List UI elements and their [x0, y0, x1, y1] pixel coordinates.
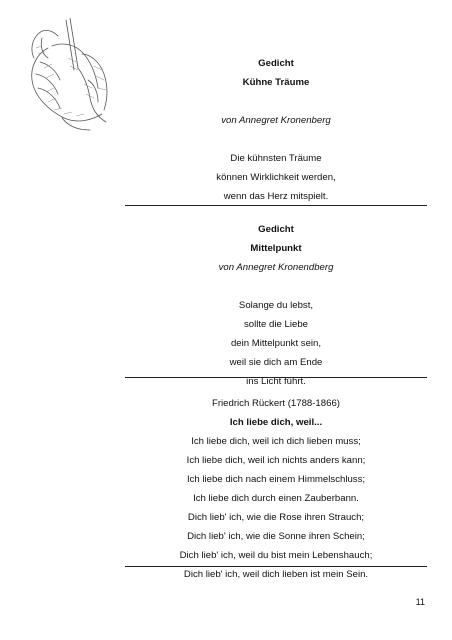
poem-line: Dich lieb' ich, wie die Rose ihren Strauch; [187, 512, 365, 523]
poem-kuehne-traeume [125, 54, 427, 206]
section-divider [125, 566, 427, 567]
poem-author: Friedrich Rückert (1788-1866) [212, 398, 340, 409]
poem-line: weil sie dich am Ende [229, 357, 323, 368]
poem-line: Ich liebe dich, weil ich dich lieben muss; [191, 436, 361, 447]
poem-line: dein Mittelpunkt sein, [230, 338, 322, 349]
poem-line: können Wirklichkeit werden, [216, 172, 336, 183]
poem-author: von Annegret Kronendberg [218, 262, 334, 273]
poem-author: von Annegret Kronenberg [221, 115, 331, 126]
poem-line: Solange du lebst, [238, 300, 314, 311]
poem-line: wenn das Herz mitspielt. [223, 191, 329, 202]
poem-title: Kühne Träume [242, 77, 310, 88]
page-number: 11 [415, 597, 425, 607]
poem-line: Dich lieb' ich, weil du bist mein Lebenshauch; [179, 550, 373, 561]
poem-mittelpunkt [125, 220, 427, 391]
poem-line: Die kühnsten Träume [230, 153, 322, 164]
poem-line: Ich liebe dich nach einem Himmelschluss; [186, 474, 366, 485]
poem-kind: Gedicht [258, 224, 294, 235]
poem-kind: Gedicht [258, 58, 294, 69]
section-divider [125, 377, 427, 378]
poem-ich-liebe-dich [125, 394, 427, 584]
poem-line: ins Licht führt. [246, 376, 306, 387]
poem-line: sollte die Liebe [243, 319, 308, 330]
poem-line: Ich liebe dich, weil ich nichts anders kann; [186, 455, 366, 466]
poem-title: Mittelpunkt [250, 243, 302, 254]
poem-line: Dich lieb' ich, weil dich lieben ist mein Sein. [183, 569, 369, 580]
poem-title: Ich liebe dich, weil... [229, 417, 323, 428]
section-divider [125, 205, 427, 206]
poem-line: Ich liebe dich durch einen Zauberbann. [193, 493, 359, 504]
poem-line: Dich lieb' ich, wie die Sonne ihren Schein; [187, 531, 365, 542]
hand-sketch-illustration [18, 18, 118, 136]
